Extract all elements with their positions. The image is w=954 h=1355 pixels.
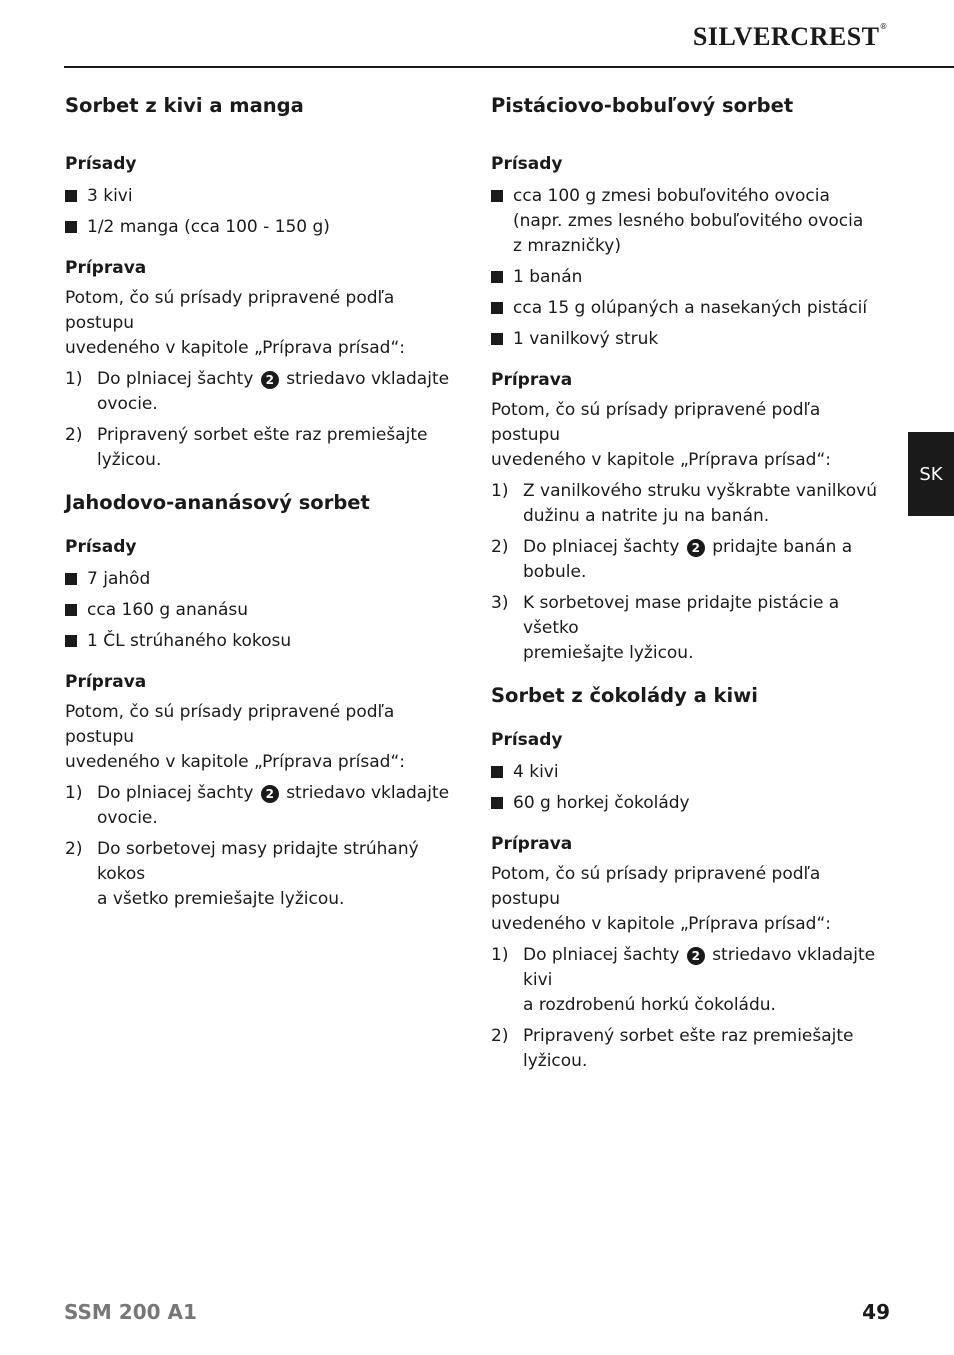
ingredient-item: cca 100 g zmesi bobuľovitého ovocia (napr. zmes lesného bobuľovitého ovocia z mrazničky): [491, 184, 891, 259]
step-item: 2) Pripravený sorbet ešte raz premiešajte lyžicou.: [65, 425, 428, 470]
ingredient-item: 1/2 manga (cca 100 - 150 g): [65, 215, 465, 240]
right-column: [491, 92, 891, 1074]
step-item: 1) Z vanilkového struku vyškrabte vanilkovú dužinu a natrite ju na banán.: [491, 481, 877, 526]
part-number-badge: 2: [261, 371, 279, 389]
step-item: 1) Do plniacej šachty 2 striedavo vkladajte ovocie.: [65, 369, 450, 414]
ingredient-item: 4 kivi: [491, 760, 891, 785]
ingredients-heading: Prísady: [491, 154, 563, 174]
prep-heading: Príprava: [65, 672, 147, 692]
step-item: 3) K sorbetovej mase pridajte pistácie a všetko premiešajte lyžicou.: [491, 593, 840, 663]
ingredient-item: 60 g horkej čokolády: [491, 791, 891, 816]
step-item: 2) Do sorbetovej masy pridajte strúhaný kokos a všetko premiešajte lyžicou.: [65, 839, 419, 909]
part-number-badge: 2: [687, 947, 705, 965]
recipe-title: Jahodovo-ananásový sorbet: [65, 491, 370, 514]
part-number-badge: 2: [687, 539, 705, 557]
ingredient-item: cca 160 g ananásu: [65, 598, 465, 623]
prep-intro: Potom, čo sú prísady pripravené podľa postupu uvedeného v kapitole „Príprava prísad“:: [65, 288, 405, 358]
ingredient-item: cca 15 g olúpaných a nasekaných pistácií: [491, 296, 891, 321]
recipe-title: Sorbet z čokolády a kiwi: [491, 684, 758, 707]
ingredient-item: 1 banán: [491, 265, 891, 290]
step-item: 2) Do plniacej šachty 2 pridajte banán a bobule.: [491, 537, 853, 582]
prep-heading: Príprava: [491, 834, 573, 854]
page-number: 49: [862, 1300, 890, 1324]
recipe-title: Pistáciovo-bobuľový sorbet: [491, 94, 794, 117]
step-item: 2) Pripravený sorbet ešte raz premiešajte lyžicou.: [491, 1026, 854, 1071]
ingredient-item: 1 vanilkový struk: [491, 327, 891, 352]
ingredients-heading: Prísady: [65, 537, 137, 557]
language-tab: SK: [908, 432, 954, 516]
ingredients-heading: Prísady: [65, 154, 137, 174]
ingredient-item: 7 jahôd: [65, 567, 465, 592]
step-item: 1) Do plniacej šachty 2 striedavo vkladajte ovocie.: [65, 783, 450, 828]
prep-intro: Potom, čo sú prísady pripravené podľa postupu uvedeného v kapitole „Príprava prísad“:: [491, 864, 831, 934]
part-number-badge: 2: [261, 785, 279, 803]
ingredient-item: 3 kivi: [65, 184, 465, 209]
footer-model: SSM 200 A1: [64, 1300, 197, 1324]
prep-intro: Potom, čo sú prísady pripravené podľa postupu uvedeného v kapitole „Príprava prísad“:: [491, 400, 831, 470]
header-rule: [64, 66, 954, 68]
prep-heading: Príprava: [65, 258, 147, 278]
brand-logo: SILVERCREST®: [692, 22, 888, 51]
recipe-title: Sorbet z kivi a manga: [65, 94, 304, 117]
prep-heading: Príprava: [491, 370, 573, 390]
prep-intro: Potom, čo sú prísady pripravené podľa postupu uvedeného v kapitole „Príprava prísad“:: [65, 702, 405, 772]
ingredients-heading: Prísady: [491, 730, 563, 750]
ingredient-item: 1 ČL strúhaného kokosu: [65, 629, 465, 654]
step-item: 1) Do plniacej šachty 2 striedavo vkladajte kivi a rozdrobenú horkú čokoládu.: [491, 945, 876, 1015]
left-column: [65, 92, 465, 912]
